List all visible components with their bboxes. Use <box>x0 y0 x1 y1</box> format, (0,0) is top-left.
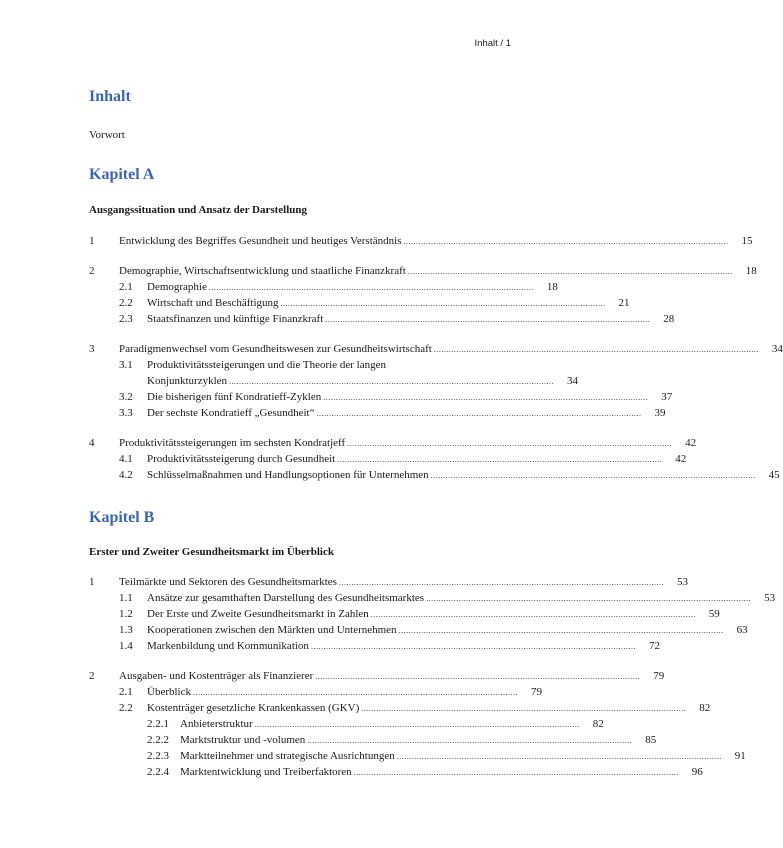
toc-number: 2.2.4 <box>147 766 169 778</box>
toc-entry <box>89 590 776 606</box>
toc-entry <box>89 716 604 732</box>
toc-entry <box>89 389 673 405</box>
toc-entry <box>89 279 558 295</box>
toc-number: 2.2.2 <box>147 734 169 746</box>
toc-entry <box>89 606 720 622</box>
toc-entry <box>89 233 753 249</box>
toc-entry <box>89 405 666 421</box>
toc-entry <box>89 748 746 764</box>
dot-leader: .................................................................................................................................. <box>192 688 518 697</box>
toc-entry <box>89 668 665 684</box>
toc-title: Überblick <box>147 686 191 698</box>
toc-entry <box>89 435 697 451</box>
toc-number: 1.3 <box>119 624 133 636</box>
dot-leader: .................................................................................................................................. <box>307 736 633 745</box>
toc-number: 3.2 <box>119 391 133 403</box>
toc-title: Kooperationen zwischen den Märkten und Unternehmen <box>147 624 397 636</box>
toc-entry <box>89 622 748 638</box>
dot-leader: .................................................................................................................................. <box>310 642 636 651</box>
toc-page-number: 82 <box>592 718 604 730</box>
toc-number: 2.1 <box>119 686 133 698</box>
toc-page-number: 34 <box>771 343 783 355</box>
toc-entry <box>89 684 542 700</box>
toc-number: 4.2 <box>119 469 133 481</box>
dot-leader: .................................................................................................................................. <box>316 409 642 418</box>
toc-page-number: 15 <box>741 235 753 247</box>
toc-number: 4.1 <box>119 453 133 465</box>
toc-title: Teilmärkte und Sektoren des Gesundheitsmarktes <box>119 576 337 588</box>
dot-leader: .................................................................................................................................. <box>396 752 722 761</box>
dot-leader: .................................................................................................................................. <box>361 704 687 713</box>
toc-entry <box>89 700 711 716</box>
dot-leader: .................................................................................................................................. <box>325 315 651 324</box>
toc-entry <box>89 295 630 311</box>
toc-title: Staatsfinanzen und künftige Finanzkraft <box>147 313 324 325</box>
toc-number: 2.1 <box>119 281 133 293</box>
toc-number: 2.3 <box>119 313 133 325</box>
running-head: Inhalt / 1 <box>474 38 511 49</box>
chapter-b-title: Kapitel B <box>89 509 155 526</box>
toc-title: Marktteilnehmer und strategische Ausrichtungen <box>180 750 395 762</box>
toc-entry <box>89 732 657 748</box>
toc-title: Demographie, Wirtschaftsentwicklung und staatliche Finanzkraft <box>119 265 406 277</box>
toc-page-number: 21 <box>618 297 630 309</box>
toc-entry <box>89 311 675 327</box>
toc-number: 2 <box>89 265 95 277</box>
toc-number: 1.2 <box>119 608 133 620</box>
toc-page-number: 63 <box>736 624 748 636</box>
preface-entry: Vorwort <box>89 129 125 141</box>
toc-title: Der sechste Kondratieff „Gesundheit“ <box>147 407 315 419</box>
chapter-a-title: Kapitel A <box>89 166 155 183</box>
dot-leader: .................................................................................................................................. <box>398 626 724 635</box>
toc-title: Konjunkturzyklen <box>147 375 228 387</box>
chapter-a-subtitle: Ausgangssituation und Ansatz der Darstellung <box>89 204 308 216</box>
toc-entry <box>89 451 687 467</box>
toc-page-number: 79 <box>530 686 542 698</box>
toc-title: Kostenträger gesetzliche Krankenkassen (GKV) <box>147 702 360 714</box>
dot-leader: .................................................................................................................................. <box>347 439 673 448</box>
toc-title: Ansätze zur gesamthaften Darstellung des Gesundheitsmarktes <box>147 592 425 604</box>
toc-page-number: 37 <box>661 391 673 403</box>
toc-number: 1.4 <box>119 640 133 652</box>
dot-leader: .................................................................................................................................. <box>370 610 696 619</box>
toc-page-number: 85 <box>645 734 657 746</box>
toc-page-number: 34 <box>567 375 579 387</box>
dot-leader: .................................................................................................................................. <box>229 377 555 386</box>
toc-page-number: 45 <box>768 469 780 481</box>
toc-page-number: 96 <box>691 766 703 778</box>
toc-title: Ausgaben- und Kostenträger als Finanzierer <box>119 670 314 682</box>
toc-entry <box>89 638 660 654</box>
toc-page-number: 18 <box>546 281 558 293</box>
toc-number: 2 <box>89 670 95 682</box>
dot-leader: .................................................................................................................................. <box>315 672 641 681</box>
toc-entry <box>89 764 703 780</box>
toc-title: Schlüsselmaßnahmen und Handlungsoptionen für Unternehmen <box>147 469 429 481</box>
toc-title: Markenbildung und Kommunikation <box>147 640 309 652</box>
toc-entry <box>89 357 511 373</box>
dot-leader: .................................................................................................................................. <box>407 267 733 276</box>
toc-title: Entwicklung des Begriffes Gesundheit und heutiges Verständnis <box>119 235 402 247</box>
dot-leader: .................................................................................................................................. <box>254 720 580 729</box>
toc-page-number: 79 <box>653 670 665 682</box>
toc-title: Wirtschaft und Beschäftigung <box>147 297 279 309</box>
toc-page-number: 39 <box>654 407 666 419</box>
toc-number: 4 <box>89 437 95 449</box>
toc-page-number: 42 <box>685 437 697 449</box>
toc-title: Marktstruktur und -volumen <box>180 734 306 746</box>
toc-title: Paradigmenwechsel vom Gesundheitswesen zur Gesundheitswirtschaft <box>119 343 432 355</box>
toc-number: 2.2 <box>119 297 133 309</box>
dot-leader: .................................................................................................................................. <box>338 578 664 587</box>
toc-number: 1 <box>89 576 95 588</box>
dot-leader: .................................................................................................................................. <box>353 768 679 777</box>
toc-page-number: 91 <box>734 750 746 762</box>
toc-title: Marktentwicklung und Treiberfaktoren <box>180 766 352 778</box>
dot-leader: .................................................................................................................................. <box>430 471 756 480</box>
dot-leader: .................................................................................................................................. <box>323 393 649 402</box>
toc-entry <box>89 263 757 279</box>
toc-number: 2.2.3 <box>147 750 169 762</box>
dot-leader: .................................................................................................................................. <box>403 237 729 246</box>
dot-leader: .................................................................................................................................. <box>208 283 534 292</box>
contents-title: Inhalt <box>89 88 131 105</box>
toc-number: 3.3 <box>119 407 133 419</box>
toc-number: 3 <box>89 343 95 355</box>
toc-title: Die bisherigen fünf Kondratieff-Zyklen <box>147 391 322 403</box>
toc-title: Produktivitätssteigerungen im sechsten Kondratjeff <box>119 437 346 449</box>
toc-page-number: 42 <box>675 453 687 465</box>
toc-title: Produktivitätssteigerungen und die Theorie der langen <box>147 359 386 371</box>
toc-number: 2.2.1 <box>147 718 169 730</box>
dot-leader: .................................................................................................................................. <box>426 594 752 603</box>
toc-page-number: 82 <box>699 702 711 714</box>
toc-title: Produktivitätssteigerung durch Gesundheit <box>147 453 336 465</box>
dot-leader: .................................................................................................................................. <box>280 299 606 308</box>
toc-page-number: 18 <box>745 265 757 277</box>
toc-page-number: 53 <box>764 592 776 604</box>
toc-page-number: 53 <box>676 576 688 588</box>
toc-number: 1.1 <box>119 592 133 604</box>
toc-page-number: 72 <box>648 640 660 652</box>
toc-entry <box>89 373 579 389</box>
toc-number: 2.2 <box>119 702 133 714</box>
toc-number: 1 <box>89 235 95 247</box>
toc-title: Demographie <box>147 281 207 293</box>
toc-title: Der Erste und Zweite Gesundheitsmarkt in Zahlen <box>147 608 369 620</box>
toc-number: 3.1 <box>119 359 133 371</box>
dot-leader: .................................................................................................................................. <box>337 455 663 464</box>
toc-title: Anbieterstruktur <box>180 718 253 730</box>
toc-entry <box>89 341 783 357</box>
toc-page-number: 28 <box>663 313 675 325</box>
toc-entry <box>89 467 780 483</box>
dot-leader: .................................................................................................................................. <box>433 345 759 354</box>
toc-page-number: 59 <box>708 608 720 620</box>
chapter-b-subtitle: Erster und Zweiter Gesundheitsmarkt im Überblick <box>89 546 334 558</box>
toc-entry <box>89 574 688 590</box>
